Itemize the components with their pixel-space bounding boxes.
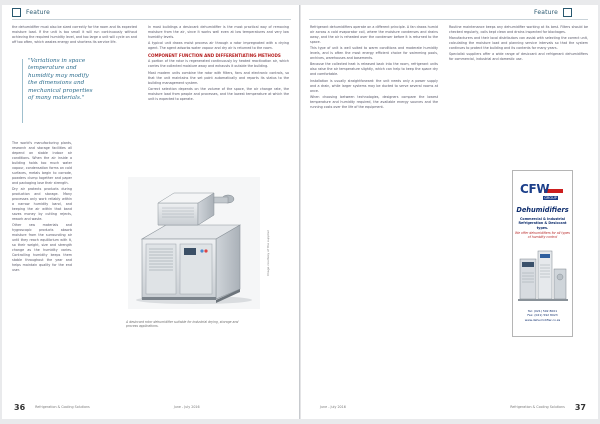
section-marker-icon	[563, 8, 572, 17]
left-footer	[14, 400, 200, 414]
body-paragraph: Because the collected heat is released back into the room, refrigerant units also raise the air temperature slightly, which can help to keep the space dry and comfortable.	[310, 62, 438, 77]
advert-tagline: We offer dehumidifiers for all types of humidity control	[515, 231, 570, 240]
left-footer-text: Refrigeration & Cooling Solutions	[35, 405, 90, 409]
section-subheading: COMPONENT FUNCTION AND DIFFERENTIATING METHODS	[148, 52, 281, 58]
body-paragraph: Refrigerant dehumidifiers operate on a different principle. A fan draws humid air across a cold evaporator coil, where the moisture condenses and drains away, and the air is reheated over the condenser before it is returned to the space.	[310, 25, 438, 44]
left-footer-date: June - July 2016	[173, 405, 200, 409]
pull-quote-text: "Variations in space temperature and humidity may modify the dimensions and mechanical properties of many materials."	[28, 58, 93, 102]
left-column-1-bottom	[12, 141, 72, 275]
left-column-2	[148, 25, 289, 103]
quote-rule	[22, 59, 23, 123]
right-footer-date: June - July 2016	[320, 405, 346, 409]
left-header	[12, 5, 50, 19]
body-paragraph: A typical unit draws moist process air through a rotor impregnated with a drying agent. The agent adsorbs water vapour and dry air is returned to the room.	[148, 41, 289, 51]
cfw-group-text: GROUP	[544, 196, 557, 200]
pull-quote	[28, 58, 96, 102]
right-page-number: 37	[574, 402, 586, 412]
dehumidifier-unit-image	[128, 177, 260, 309]
advert-website-link[interactable]: www.dehumidifier.co.za	[524, 317, 561, 322]
advert-title: Dehumidifiers	[516, 206, 569, 214]
advert-subtitle: Commercial & Industrial Refrigeration & Desiccant types.	[518, 217, 567, 230]
body-paragraph: A portion of the rotor is regenerated continuously by heated reactivation air, which carries the collected moisture away and exhausts it outside the building.	[148, 59, 289, 69]
dehumidifier-units-icon	[518, 245, 568, 303]
body-paragraph: The world's manufacturing plants, research and storage facilities all depend on stable indoor air conditions. When the air inside a building holds too much water vapour, condensation forms on cold surfaces, metals begin to corrode, powders clump together and paper and packaging lose their strength.	[12, 141, 72, 185]
body-paragraph: Specialist suppliers offer a wide range of desiccant and refrigerant dehumidifiers for commercial, industrial and domestic use.	[449, 52, 588, 62]
body-paragraph: the dehumidifier must also be sized correctly for the room and its expected moisture load. If the unit is too small it will run continuously without achieving the required humidity level, and too large a unit will cycle on and off too often, which wastes energy and shortens its service life.	[12, 25, 137, 44]
left-column-1-top	[12, 25, 137, 46]
left-header-rule	[12, 19, 291, 20]
vertical-photo-credit	[266, 218, 270, 278]
advert-phone: Tel: (021) 592 8001	[527, 309, 558, 313]
photo-credit-text: Image courtesy of the supplier	[266, 229, 270, 276]
right-footer	[320, 400, 586, 414]
right-header	[534, 5, 572, 19]
advert-contact	[515, 309, 570, 322]
body-paragraph: Other raw materials and hygroscopic products absorb moisture from the surrounding air until they reach equilibrium with it, so their weight, size and strength change as the humidity varies. Controlling humidity keeps them stable throughout the year and helps maintain quality for the end user.	[12, 223, 72, 273]
body-paragraph: When choosing between technologies, designers compare the lowest temperature and humidity required, the available energy sources and the running costs over the life of the equipment.	[310, 94, 438, 109]
body-paragraph: Routine maintenance keeps any dehumidifier working at its best. Filters should be checked regularly, coils kept clean and drains inspected for blockages.	[449, 25, 588, 34]
right-column-2	[449, 25, 588, 64]
cfw-brand-text: CFW	[520, 182, 550, 196]
body-paragraph: Installation is usually straightforward: the unit needs only a power supply and a drain, while larger systems may be ducted to serve several rooms at once.	[310, 78, 438, 93]
body-paragraph: Correct selection depends on the volume of the space, the air change rate, the moisture load from people and processes, and the lowest temperature at which the unit is expected to operate.	[148, 86, 289, 101]
left-section-label: Feature	[26, 8, 51, 16]
advert-product-image	[518, 245, 568, 303]
photo-caption: A desiccant rotor dehumidifier suitable for industrial drying, storage and process applications.	[126, 320, 239, 329]
right-footer-text: Refrigeration & Cooling Solutions	[510, 405, 565, 409]
body-paragraph: Manufacturers and their local distributors can assist with selecting the correct unit, calculating the moisture load and planning service intervals so that the system continues to protect the building and its contents for many years.	[449, 36, 588, 51]
section-marker-icon	[12, 8, 21, 17]
right-section-label: Feature	[534, 8, 559, 16]
dehumidifier-photo	[128, 177, 260, 309]
body-paragraph: In most buildings a desiccant dehumidifier is the most practical way of removing moisture from the air, since it works well even at low temperatures and very low humidity levels.	[148, 25, 289, 39]
body-paragraph: Dry air protects products during production and storage. Many processes only work reliably within a narrow humidity band, and keeping the air within that band saves money by cutting rejects, rework and waste.	[12, 187, 72, 222]
cfw-advert[interactable]	[512, 170, 573, 337]
right-header-rule	[309, 19, 588, 20]
advert-fax: Fax: (021) 592 8023	[527, 313, 558, 318]
left-page-number: 36	[14, 402, 26, 412]
body-paragraph: Most modern units combine the rotor with filters, fans and electronic controls, so that the unit maintains the set point automatically and reports its status to the building management system.	[148, 70, 289, 85]
body-paragraph: This type of unit is well suited to warm conditions and moderate humidity levels, and is often the most energy efficient choice for swimming pools, archives, warehouses and basements.	[310, 46, 438, 61]
cfw-logo	[520, 182, 566, 202]
right-column-1	[310, 25, 438, 111]
